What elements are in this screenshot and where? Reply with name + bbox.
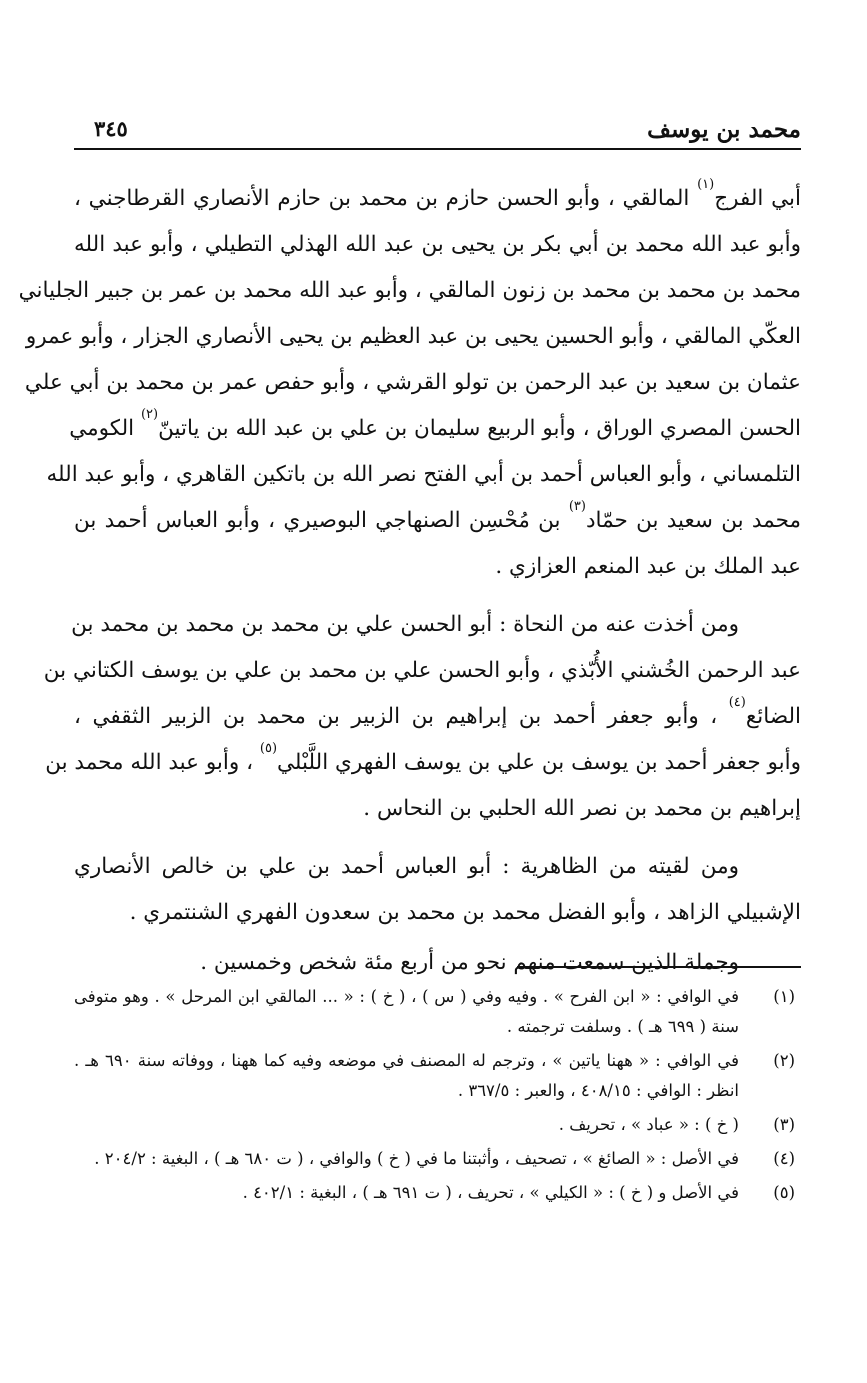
- footnote-line: في الأصل و ( خ ) : « الكيلي » ، تحريف ، ( ت ٦٩١ هـ ) ، البغية : ٤٠٢/١ .: [242, 1183, 739, 1202]
- footnote-number: (٥): [773, 1183, 795, 1202]
- footnote-ref: (٥): [259, 740, 278, 756]
- footnote: [74, 982, 801, 1042]
- running-header: [74, 112, 801, 150]
- footnotes: [74, 982, 801, 1212]
- running-title: محمد بن يوسف: [647, 116, 801, 143]
- footnote-ref: (٢): [140, 406, 159, 422]
- text-line: الحسن المصري الوراق ، وأبو الربيع سليمان بن علي بن عبد الله بن ياتينّ$^{(٢)}$ الكومي: [69, 406, 801, 441]
- footnote: [74, 1110, 801, 1140]
- text-line: وأبو عبد الله محمد بن أبي بكر بن يحيى بن عبد الله الهذلي التطيلي ، وأبو عبد الله: [74, 232, 801, 257]
- text-line: الإشبيلي الزاهد ، وأبو الفضل محمد بن محمد بن سعدون الفهري الشنتمري .: [129, 900, 801, 925]
- footnote-line: انظر : الوافي : ٤٠٨/١٥ ، والعبر : ٣٦٧/٥ .: [457, 1081, 739, 1100]
- footnote-ref: (٣): [568, 498, 586, 514]
- text-line: ومن لقيته من الظاهرية : أبو العباس أحمد بن علي بن خالص الأنصاري: [74, 854, 739, 879]
- footnote-line: في الوافي : « ههنا ياتين » ، وترجم له المصنف في موضعه وفيه كما ههنا ، ووفاته سنة ٦٩٠ هـ .: [74, 1051, 739, 1070]
- text-line: عبد الرحمن الخُشني الأُبّذي ، وأبو الحسن علي بن محمد بن علي بن يوسف الكتاني بن: [43, 658, 801, 683]
- text-line: أبي الفرج$^{(١)}$ المالقي ، وأبو الحسن حازم بن محمد بن حازم الأنصاري القرطاجني ،: [74, 176, 801, 211]
- footnote-line: سنة ( ٦٩٩ هـ ) . وسلفت ترجمته .: [506, 1017, 739, 1036]
- text-line: العكّي المالقي ، وأبو الحسين يحيى بن عبد العظيم بن يحيى الأنصاري الجزار ، وأبو عمرو: [25, 324, 801, 349]
- text-line: إبراهيم بن محمد بن نصر الله الحلبي بن النحاس .: [363, 796, 801, 821]
- footnote-line: ( خ ) : « عباد » ، تحريف .: [558, 1115, 739, 1134]
- main-text: [18, 176, 802, 986]
- footnote-line: في الوافي : « ابن الفرح » . وفيه وفي ( س ) ، ( خ ) : « ... المالقي ابن المرحل » . وهو متوفى: [74, 987, 739, 1006]
- footnote: [74, 1046, 801, 1106]
- text-line: ومن أخذت عنه من النحاة : أبو الحسن علي بن محمد بن محمد بن محمد بن: [71, 612, 739, 637]
- text-line: محمد بن محمد بن محمد بن زنون المالقي ، وأبو عبد الله محمد بن عمر بن جبير الجلياني: [18, 278, 801, 303]
- footnote-number: (٤): [773, 1149, 795, 1168]
- text-line: الضائع$^{(٤)}$ ، وأبو جعفر أحمد بن إبراهيم بن الزبير بن محمد بن الزبير الثقفي ،: [74, 694, 801, 729]
- footnote: [74, 1144, 801, 1174]
- paragraph: [74, 844, 801, 936]
- footnote: [74, 1178, 801, 1208]
- footnote-number: (١): [773, 987, 795, 1006]
- footnote-number: (٣): [773, 1115, 795, 1134]
- text-line: وأبو جعفر أحمد بن يوسف بن علي بن يوسف الفهري اللَّبْلي$^{(٥)}$ ، وأبو عبد الله محمد بن: [45, 740, 801, 775]
- footnote-number: (٢): [773, 1051, 795, 1070]
- text-line: عبد الملك بن عبد المنعم العزازي .: [495, 554, 801, 579]
- paragraph: [74, 940, 801, 986]
- text-line: التلمساني ، وأبو العباس أحمد بن أبي الفتح نصر الله بن باتكين القاهري ، وأبو عبد الله: [46, 462, 801, 487]
- text-line: وجملة الذين سمعت منهم نحو من أربع مئة شخص وخمسين .: [200, 950, 739, 975]
- paragraph: [43, 602, 801, 832]
- text-line: محمد بن سعيد بن حمّاد$^{(٣)}$ بن مُحْسِن الصنهاجي البوصيري ، وأبو العباس أحمد بن: [74, 498, 802, 533]
- footnote-ref: (٤): [728, 694, 746, 710]
- footnote-line: في الأصل : « الصائغ » ، تصحيف ، وأثبتنا ما في ( خ ) والوافي ، ( ت ٦٨٠ هـ ) ، البغية : ٢٠٤/٢ .: [94, 1149, 739, 1168]
- page-number: ٣٤٥: [94, 116, 128, 141]
- paragraph: [18, 176, 802, 590]
- footnote-separator: [517, 966, 801, 968]
- footnote-ref: (١): [697, 176, 715, 192]
- text-line: عثمان بن سعيد بن عبد الرحمن بن تولو القرشي ، وأبو حفص عمر بن محمد بن أبي علي: [24, 370, 801, 395]
